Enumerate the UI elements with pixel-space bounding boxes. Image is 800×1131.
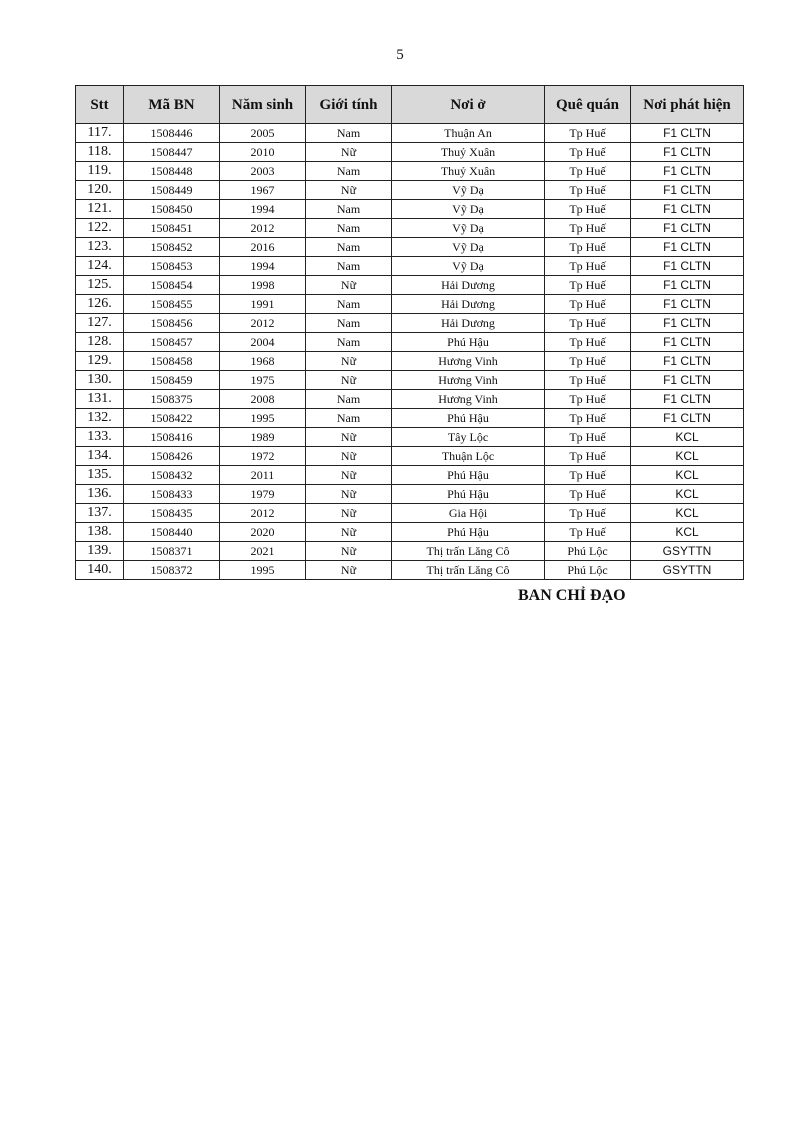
- cell-que-quan: Tp Huế: [545, 371, 631, 390]
- cell-ma-bn: 1508451: [124, 219, 220, 238]
- cell-nam-sinh: 2020: [220, 523, 306, 542]
- cell-noi-phat-hien: KCL: [631, 466, 744, 485]
- cell-noi-o: Phú Hậu: [392, 523, 545, 542]
- cell-ma-bn: 1508446: [124, 124, 220, 143]
- cell-noi-o: Vỹ Dạ: [392, 200, 545, 219]
- cell-noi-o: Phú Hậu: [392, 485, 545, 504]
- cell-que-quan: Tp Huế: [545, 181, 631, 200]
- cell-ma-bn: 1508416: [124, 428, 220, 447]
- cell-noi-o: Phú Hậu: [392, 466, 545, 485]
- cell-noi-phat-hien: KCL: [631, 428, 744, 447]
- cell-noi-phat-hien: GSYTTN: [631, 561, 744, 580]
- cell-noi-phat-hien: F1 CLTN: [631, 371, 744, 390]
- cell-ma-bn: 1508372: [124, 561, 220, 580]
- cell-noi-o: Vỹ Dạ: [392, 257, 545, 276]
- cell-nam-sinh: 1972: [220, 447, 306, 466]
- cell-noi-phat-hien: F1 CLTN: [631, 390, 744, 409]
- cell-que-quan: Tp Huế: [545, 143, 631, 162]
- cell-noi-phat-hien: F1 CLTN: [631, 238, 744, 257]
- cell-que-quan: Tp Huế: [545, 162, 631, 181]
- cell-ma-bn: 1508371: [124, 542, 220, 561]
- cell-noi-phat-hien: F1 CLTN: [631, 162, 744, 181]
- cell-que-quan: Tp Huế: [545, 466, 631, 485]
- cell-noi-o: Tây Lộc: [392, 428, 545, 447]
- cell-ma-bn: 1508454: [124, 276, 220, 295]
- table-row: [76, 314, 744, 333]
- cell-que-quan: Tp Huế: [545, 352, 631, 371]
- cell-que-quan: Tp Huế: [545, 504, 631, 523]
- cell-ma-bn: 1508457: [124, 333, 220, 352]
- header-nam-sinh: Năm sinh: [220, 86, 306, 124]
- table-row: [76, 504, 744, 523]
- cell-ma-bn: 1508435: [124, 504, 220, 523]
- cell-que-quan: Tp Huế: [545, 314, 631, 333]
- table-row: [76, 124, 744, 143]
- cell-gioi-tinh: Nam: [306, 333, 392, 352]
- cell-gioi-tinh: Nữ: [306, 561, 392, 580]
- cell-gioi-tinh: Nam: [306, 200, 392, 219]
- cell-gioi-tinh: Nam: [306, 238, 392, 257]
- table-row: [76, 276, 744, 295]
- cell-noi-phat-hien: F1 CLTN: [631, 409, 744, 428]
- cell-noi-o: Hải Dương: [392, 295, 545, 314]
- cell-noi-phat-hien: GSYTTN: [631, 542, 744, 561]
- cell-ma-bn: 1508447: [124, 143, 220, 162]
- cell-que-quan: Tp Huế: [545, 485, 631, 504]
- cell-noi-phat-hien: F1 CLTN: [631, 219, 744, 238]
- table-row: [76, 143, 744, 162]
- cell-gioi-tinh: Nữ: [306, 143, 392, 162]
- cell-ma-bn: 1508422: [124, 409, 220, 428]
- cell-gioi-tinh: Nam: [306, 390, 392, 409]
- cell-stt: 138.: [76, 523, 124, 542]
- cell-que-quan: Tp Huế: [545, 238, 631, 257]
- cell-nam-sinh: 1995: [220, 409, 306, 428]
- cell-stt: 133.: [76, 428, 124, 447]
- cell-gioi-tinh: Nữ: [306, 181, 392, 200]
- cell-nam-sinh: 1995: [220, 561, 306, 580]
- cell-gioi-tinh: Nữ: [306, 466, 392, 485]
- table-header: [76, 86, 744, 124]
- cell-que-quan: Tp Huế: [545, 295, 631, 314]
- cell-que-quan: Tp Huế: [545, 523, 631, 542]
- table-row: [76, 485, 744, 504]
- header-ma-bn: Mã BN: [124, 86, 220, 124]
- cell-gioi-tinh: Nữ: [306, 504, 392, 523]
- cell-noi-phat-hien: F1 CLTN: [631, 257, 744, 276]
- cell-gioi-tinh: Nữ: [306, 542, 392, 561]
- cell-que-quan: Tp Huế: [545, 428, 631, 447]
- header-gioi-tinh: Giới tính: [306, 86, 392, 124]
- cell-stt: 130.: [76, 371, 124, 390]
- cell-noi-o: Thuỷ Xuân: [392, 162, 545, 181]
- cell-nam-sinh: 1998: [220, 276, 306, 295]
- header-noi-phat-hien: Nơi phát hiện: [631, 86, 744, 124]
- cell-noi-phat-hien: F1 CLTN: [631, 352, 744, 371]
- table-row: [76, 409, 744, 428]
- cell-stt: 122.: [76, 219, 124, 238]
- cell-ma-bn: 1508455: [124, 295, 220, 314]
- table-row: [76, 257, 744, 276]
- cell-noi-o: Phú Hậu: [392, 409, 545, 428]
- cell-ma-bn: 1508456: [124, 314, 220, 333]
- cell-noi-o: Hải Dương: [392, 276, 545, 295]
- table-row: [76, 333, 744, 352]
- cell-que-quan: Tp Huế: [545, 409, 631, 428]
- table-row: [76, 295, 744, 314]
- cell-gioi-tinh: Nữ: [306, 447, 392, 466]
- table-row: [76, 390, 744, 409]
- cell-stt: 139.: [76, 542, 124, 561]
- cell-stt: 137.: [76, 504, 124, 523]
- cell-gioi-tinh: Nữ: [306, 428, 392, 447]
- cell-nam-sinh: 1979: [220, 485, 306, 504]
- cell-nam-sinh: 1994: [220, 257, 306, 276]
- cell-nam-sinh: 1989: [220, 428, 306, 447]
- cell-noi-phat-hien: KCL: [631, 485, 744, 504]
- cell-noi-phat-hien: F1 CLTN: [631, 333, 744, 352]
- cell-noi-phat-hien: KCL: [631, 447, 744, 466]
- table-row: [76, 181, 744, 200]
- table-row: [76, 523, 744, 542]
- cell-gioi-tinh: Nữ: [306, 485, 392, 504]
- patient-table: [75, 85, 744, 580]
- cell-noi-o: Hương Vinh: [392, 390, 545, 409]
- table-body: [76, 124, 744, 580]
- cell-noi-phat-hien: KCL: [631, 504, 744, 523]
- cell-gioi-tinh: Nữ: [306, 523, 392, 542]
- cell-stt: 120.: [76, 181, 124, 200]
- cell-nam-sinh: 2016: [220, 238, 306, 257]
- cell-stt: 119.: [76, 162, 124, 181]
- cell-ma-bn: 1508453: [124, 257, 220, 276]
- cell-noi-o: Gia Hội: [392, 504, 545, 523]
- cell-nam-sinh: 1968: [220, 352, 306, 371]
- cell-stt: 117.: [76, 124, 124, 143]
- cell-ma-bn: 1508452: [124, 238, 220, 257]
- cell-noi-o: Vỹ Dạ: [392, 181, 545, 200]
- cell-noi-phat-hien: F1 CLTN: [631, 295, 744, 314]
- cell-que-quan: Tp Huế: [545, 333, 631, 352]
- cell-noi-o: Hương Vinh: [392, 371, 545, 390]
- cell-stt: 132.: [76, 409, 124, 428]
- cell-nam-sinh: 2004: [220, 333, 306, 352]
- header-row: [76, 86, 744, 124]
- cell-noi-phat-hien: KCL: [631, 523, 744, 542]
- cell-nam-sinh: 1975: [220, 371, 306, 390]
- table-row: [76, 466, 744, 485]
- cell-stt: 134.: [76, 447, 124, 466]
- cell-stt: 135.: [76, 466, 124, 485]
- cell-gioi-tinh: Nam: [306, 295, 392, 314]
- cell-ma-bn: 1508426: [124, 447, 220, 466]
- table-row: [76, 371, 744, 390]
- cell-gioi-tinh: Nữ: [306, 276, 392, 295]
- table-row: [76, 542, 744, 561]
- page-number: 5: [396, 47, 404, 63]
- cell-noi-phat-hien: F1 CLTN: [631, 181, 744, 200]
- table-row: [76, 447, 744, 466]
- cell-que-quan: Tp Huế: [545, 200, 631, 219]
- table-row: [76, 200, 744, 219]
- cell-nam-sinh: 1967: [220, 181, 306, 200]
- cell-stt: 129.: [76, 352, 124, 371]
- cell-gioi-tinh: Nam: [306, 219, 392, 238]
- cell-nam-sinh: 1994: [220, 200, 306, 219]
- cell-noi-phat-hien: F1 CLTN: [631, 276, 744, 295]
- cell-noi-o: Hải Dương: [392, 314, 545, 333]
- cell-que-quan: Tp Huế: [545, 257, 631, 276]
- cell-gioi-tinh: Nam: [306, 314, 392, 333]
- cell-stt: 118.: [76, 143, 124, 162]
- cell-noi-phat-hien: F1 CLTN: [631, 124, 744, 143]
- cell-ma-bn: 1508433: [124, 485, 220, 504]
- cell-nam-sinh: 2005: [220, 124, 306, 143]
- table-row: [76, 352, 744, 371]
- cell-que-quan: Phú Lộc: [545, 561, 631, 580]
- table-row: [76, 428, 744, 447]
- cell-nam-sinh: 2012: [220, 314, 306, 333]
- cell-ma-bn: 1508449: [124, 181, 220, 200]
- cell-gioi-tinh: Nam: [306, 409, 392, 428]
- header-noi-o: Nơi ở: [392, 86, 545, 124]
- cell-ma-bn: 1508459: [124, 371, 220, 390]
- cell-nam-sinh: 2021: [220, 542, 306, 561]
- table-row: [76, 238, 744, 257]
- cell-noi-o: Phú Hậu: [392, 333, 545, 352]
- cell-gioi-tinh: Nam: [306, 124, 392, 143]
- header-stt: Stt: [76, 86, 124, 124]
- cell-stt: 125.: [76, 276, 124, 295]
- table-row: [76, 219, 744, 238]
- cell-noi-o: Thuận An: [392, 124, 545, 143]
- cell-ma-bn: 1508432: [124, 466, 220, 485]
- cell-noi-o: Thị trấn Lăng Cô: [392, 561, 545, 580]
- cell-gioi-tinh: Nữ: [306, 352, 392, 371]
- cell-nam-sinh: 2012: [220, 219, 306, 238]
- cell-que-quan: Tp Huế: [545, 219, 631, 238]
- cell-ma-bn: 1508450: [124, 200, 220, 219]
- cell-gioi-tinh: Nam: [306, 162, 392, 181]
- cell-que-quan: Phú Lộc: [545, 542, 631, 561]
- cell-que-quan: Tp Huế: [545, 124, 631, 143]
- cell-noi-phat-hien: F1 CLTN: [631, 314, 744, 333]
- cell-ma-bn: 1508448: [124, 162, 220, 181]
- cell-nam-sinh: 2008: [220, 390, 306, 409]
- header-que-quan: Quê quán: [545, 86, 631, 124]
- cell-que-quan: Tp Huế: [545, 390, 631, 409]
- cell-noi-phat-hien: F1 CLTN: [631, 143, 744, 162]
- cell-noi-o: Thuỷ Xuân: [392, 143, 545, 162]
- cell-nam-sinh: 2010: [220, 143, 306, 162]
- cell-nam-sinh: 1991: [220, 295, 306, 314]
- cell-gioi-tinh: Nữ: [306, 371, 392, 390]
- table-row: [76, 561, 744, 580]
- cell-ma-bn: 1508375: [124, 390, 220, 409]
- cell-stt: 136.: [76, 485, 124, 504]
- cell-nam-sinh: 2003: [220, 162, 306, 181]
- cell-stt: 123.: [76, 238, 124, 257]
- cell-noi-o: Hương Vinh: [392, 352, 545, 371]
- cell-stt: 127.: [76, 314, 124, 333]
- cell-noi-o: Vỹ Dạ: [392, 238, 545, 257]
- cell-stt: 128.: [76, 333, 124, 352]
- cell-noi-phat-hien: F1 CLTN: [631, 200, 744, 219]
- cell-que-quan: Tp Huế: [545, 276, 631, 295]
- cell-stt: 126.: [76, 295, 124, 314]
- cell-stt: 124.: [76, 257, 124, 276]
- cell-nam-sinh: 2012: [220, 504, 306, 523]
- cell-ma-bn: 1508458: [124, 352, 220, 371]
- cell-que-quan: Tp Huế: [545, 447, 631, 466]
- cell-noi-o: Thị trấn Lăng Cô: [392, 542, 545, 561]
- cell-noi-o: Vỹ Dạ: [392, 219, 545, 238]
- cell-gioi-tinh: Nam: [306, 257, 392, 276]
- cell-noi-o: Thuận Lộc: [392, 447, 545, 466]
- cell-stt: 140.: [76, 561, 124, 580]
- signature-block: BAN CHỈ ĐẠO: [518, 587, 626, 604]
- cell-stt: 131.: [76, 390, 124, 409]
- cell-ma-bn: 1508440: [124, 523, 220, 542]
- cell-stt: 121.: [76, 200, 124, 219]
- table-row: [76, 162, 744, 181]
- cell-nam-sinh: 2011: [220, 466, 306, 485]
